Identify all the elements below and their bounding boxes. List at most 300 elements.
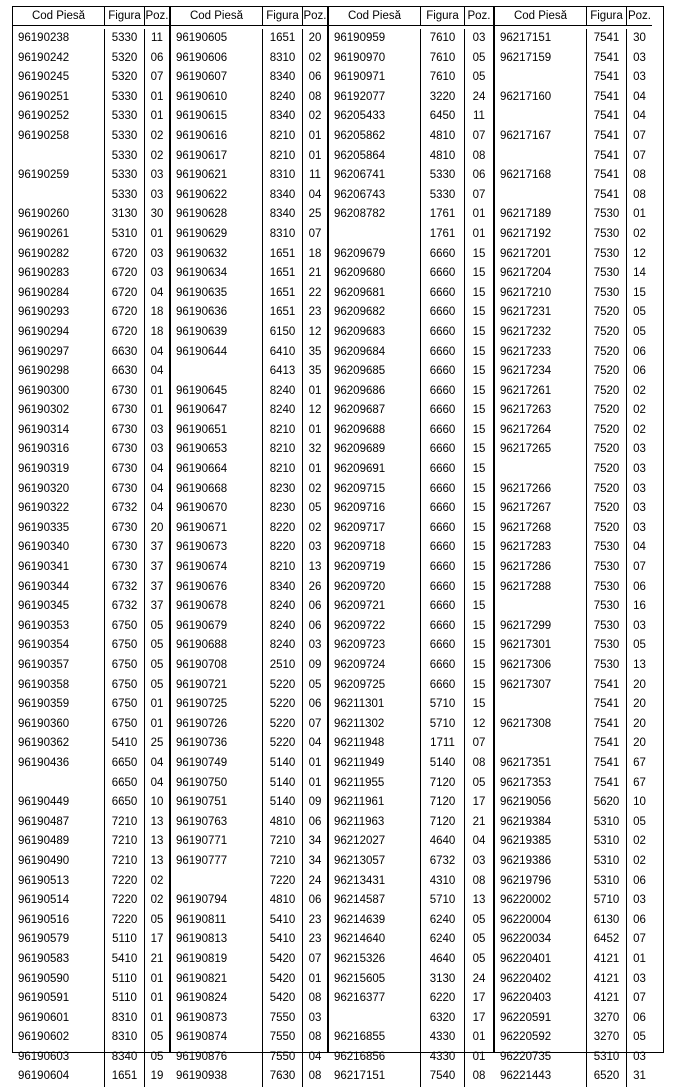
part-code-cell: 96217189: [495, 205, 587, 225]
figure-cell: 1651: [263, 29, 303, 49]
figure-cell: 8340: [263, 578, 303, 598]
table-row: [13, 1028, 169, 1048]
part-code-cell: 96190603: [13, 1048, 105, 1068]
figure-cell: 5410: [105, 950, 145, 970]
table-row: [13, 950, 169, 970]
table-row: [13, 186, 169, 206]
table-row: [171, 617, 327, 637]
part-code-cell: 96190678: [171, 597, 263, 617]
part-code-cell: 96190242: [13, 49, 105, 69]
table-row: [171, 245, 327, 265]
part-code-cell: 96220403: [495, 989, 587, 1009]
table-row: [171, 989, 327, 1009]
table-row: [329, 656, 493, 676]
position-cell: 17: [472, 1011, 486, 1024]
position-cell: 15: [472, 463, 486, 476]
part-code-cell: 96190335: [13, 519, 105, 539]
part-code-cell: 96217308: [495, 715, 587, 735]
part-code-cell: 96214639: [329, 911, 421, 931]
figure-cell: 5220: [263, 676, 303, 696]
part-code-cell: [495, 147, 587, 167]
part-code-cell: 96211963: [329, 813, 421, 833]
table-row: [329, 186, 493, 206]
figure-cell: 6732: [105, 499, 145, 519]
table-row: [329, 343, 493, 363]
part-code-cell: 96190674: [171, 558, 263, 578]
figure-cell: 5310: [587, 832, 627, 852]
position-cell: 06: [633, 913, 646, 926]
table-row: [171, 284, 327, 304]
table-row: [329, 832, 493, 852]
table-row: [495, 852, 652, 872]
figure-cell: 5620: [587, 793, 627, 813]
table-row: [13, 656, 169, 676]
figure-cell: 5330: [105, 88, 145, 108]
figure-cell: 6660: [421, 538, 465, 558]
figure-cell: 6720: [105, 245, 145, 265]
position-cell: 06: [633, 580, 646, 593]
position-cell: 01: [633, 952, 646, 965]
part-code-cell: 96220591: [495, 1009, 587, 1029]
position-cell: 04: [308, 737, 322, 750]
position-cell: 15: [472, 561, 486, 574]
position-cell: 15: [472, 541, 486, 554]
part-code-cell: 96211302: [329, 715, 421, 735]
figure-cell: 4121: [587, 970, 627, 990]
table-row: [495, 127, 652, 147]
part-code-cell: 96209719: [329, 558, 421, 578]
table-row: [329, 480, 493, 500]
table-row: [13, 538, 169, 558]
figure-cell: 4121: [587, 989, 627, 1009]
position-cell: 01: [150, 972, 164, 985]
figure-cell: 6660: [421, 636, 465, 656]
part-code-cell: 96190591: [13, 989, 105, 1009]
table-row: [495, 970, 652, 990]
position-cell: 21: [472, 815, 486, 828]
figure-cell: 5330: [105, 127, 145, 147]
position-cell: 01: [308, 384, 322, 397]
figure-cell: 6732: [105, 578, 145, 598]
figure-cell: 6720: [105, 264, 145, 284]
table-row: [171, 1067, 327, 1087]
position-cell: 04: [633, 90, 646, 103]
part-code-cell: 96217307: [495, 676, 587, 696]
figure-cell: 6660: [421, 499, 465, 519]
figure-cell: 5220: [263, 734, 303, 754]
part-code-cell: 96205864: [329, 147, 421, 167]
table-row: [13, 970, 169, 990]
table-row: [13, 734, 169, 754]
position-cell: 01: [308, 972, 322, 985]
part-code-cell: 96190261: [13, 225, 105, 245]
position-cell: 01: [150, 384, 164, 397]
part-code-cell: [495, 107, 587, 127]
position-cell: 15: [472, 404, 486, 417]
figure-cell: 6730: [105, 538, 145, 558]
figure-cell: 6660: [421, 480, 465, 500]
figure-cell: 5320: [105, 49, 145, 69]
table-row: [171, 382, 327, 402]
position-cell: 67: [633, 756, 646, 769]
figure-cell: 8340: [263, 68, 303, 88]
figure-cell: 6660: [421, 421, 465, 441]
position-cell: 23: [308, 933, 322, 946]
figure-cell: 6660: [421, 578, 465, 598]
table-row: [329, 362, 493, 382]
part-code-cell: 96217299: [495, 617, 587, 637]
table-row: [13, 401, 169, 421]
position-cell: 08: [472, 874, 486, 887]
part-code-cell: 96190874: [171, 1028, 263, 1048]
table-row: [329, 695, 493, 715]
column-header-figure: Figura: [263, 7, 303, 25]
position-cell: 05: [472, 913, 486, 926]
part-code-cell: 96190750: [171, 774, 263, 794]
part-code-cell: 96217306: [495, 656, 587, 676]
position-cell: 06: [308, 894, 322, 907]
table-row: [13, 29, 169, 49]
position-cell: 35: [308, 365, 322, 378]
column-header-position: Poz.: [145, 10, 169, 22]
figure-cell: 6732: [421, 852, 465, 872]
table-row: [13, 793, 169, 813]
part-code-cell: 96190644: [171, 343, 263, 363]
table-row: [495, 734, 652, 754]
part-code-cell: [495, 68, 587, 88]
figure-cell: 5140: [263, 754, 303, 774]
part-code-cell: 96190490: [13, 852, 105, 872]
figure-cell: 5110: [105, 970, 145, 990]
position-cell: 04: [472, 835, 486, 848]
table-row: [329, 1009, 493, 1029]
figure-cell: 8210: [263, 440, 303, 460]
figure-cell: 7220: [105, 911, 145, 931]
part-code-cell: 96190293: [13, 303, 105, 323]
position-cell: 01: [308, 463, 322, 476]
position-cell: 19: [150, 1070, 164, 1083]
figure-cell: 6630: [105, 343, 145, 363]
part-code-cell: 96190647: [171, 401, 263, 421]
table-row: [171, 480, 327, 500]
position-cell: 07: [633, 149, 646, 162]
table-row: [329, 911, 493, 931]
table-row: [495, 440, 652, 460]
position-cell: 05: [150, 659, 164, 671]
part-code-cell: 96190622: [171, 186, 263, 206]
figure-cell: 5420: [263, 950, 303, 970]
figure-cell: 8210: [263, 460, 303, 480]
figure-cell: 6730: [105, 460, 145, 480]
part-code-cell: 96209688: [329, 421, 421, 441]
figure-cell: 4810: [421, 147, 465, 167]
position-cell: 05: [472, 952, 486, 965]
position-cell: 01: [472, 1031, 486, 1044]
position-cell: 05: [150, 678, 164, 691]
table-row: [171, 225, 327, 245]
table-row: [495, 950, 652, 970]
table-row: [495, 68, 652, 88]
part-code-cell: 96190794: [171, 891, 263, 911]
figure-cell: 5410: [263, 911, 303, 931]
figure-cell: 5320: [105, 68, 145, 88]
part-code-cell: 96217288: [495, 578, 587, 598]
figure-cell: 7520: [587, 440, 627, 460]
position-cell: 02: [633, 384, 646, 397]
part-code-cell: 96190970: [329, 49, 421, 69]
table-row: [171, 832, 327, 852]
figure-cell: 6410: [263, 343, 303, 363]
table-row: [171, 264, 327, 284]
part-code-cell: 96190876: [171, 1048, 263, 1068]
position-cell: 25: [308, 208, 322, 221]
part-code-cell: 96217353: [495, 774, 587, 794]
table-row: [171, 538, 327, 558]
part-code-cell: 96209683: [329, 323, 421, 343]
table-row: [495, 715, 652, 735]
figure-cell: 8340: [105, 1048, 145, 1068]
table-row: [495, 343, 652, 363]
figure-cell: 7520: [587, 460, 627, 480]
position-cell: 08: [472, 1070, 486, 1083]
table-row: [13, 127, 169, 147]
figure-cell: 6660: [421, 558, 465, 578]
position-cell: 22: [308, 286, 322, 299]
part-code-cell: 96190645: [171, 382, 263, 402]
figure-cell: 7530: [587, 617, 627, 637]
part-code-cell: 96190320: [13, 480, 105, 500]
figure-cell: 6750: [105, 617, 145, 637]
figure-cell: 5140: [263, 774, 303, 794]
position-cell: 17: [150, 933, 164, 946]
table-row: [495, 107, 652, 127]
rows-container: [13, 26, 169, 1087]
part-code-cell: 96190670: [171, 499, 263, 519]
table-row: [495, 382, 652, 402]
position-cell: 04: [150, 502, 164, 515]
table-row: [13, 1009, 169, 1029]
position-cell: 04: [150, 365, 164, 378]
position-cell: 01: [308, 423, 322, 436]
figure-cell: 7550: [263, 1048, 303, 1068]
part-code-cell: 96190725: [171, 695, 263, 715]
position-cell: 13: [150, 854, 164, 867]
part-code-cell: 96190605: [171, 29, 263, 49]
part-code-cell: 96190579: [13, 930, 105, 950]
position-cell: 05: [150, 1050, 164, 1063]
part-code-cell: 96190294: [13, 323, 105, 343]
part-code-cell: 96213431: [329, 872, 421, 892]
table-row: [329, 1028, 493, 1048]
figure-cell: 6720: [105, 303, 145, 323]
part-code-cell: 96190360: [13, 715, 105, 735]
table-row: [13, 676, 169, 696]
part-code-cell: 96209722: [329, 617, 421, 637]
position-cell: 07: [472, 737, 486, 750]
part-code-cell: 96217301: [495, 636, 587, 656]
part-code-cell: 96217151: [329, 1067, 421, 1087]
position-cell: 03: [150, 247, 164, 260]
part-code-cell: 96190345: [13, 597, 105, 617]
figure-cell: 5330: [421, 186, 465, 206]
figure-cell: 7530: [587, 558, 627, 578]
figure-cell: 5220: [263, 715, 303, 735]
table-row: [171, 29, 327, 49]
position-cell: 03: [472, 854, 486, 867]
position-cell: 07: [472, 129, 486, 142]
part-code-cell: 96190771: [171, 832, 263, 852]
part-code-cell: 96190602: [13, 1028, 105, 1048]
figure-cell: 8340: [263, 107, 303, 127]
position-cell: 05: [633, 815, 646, 828]
figure-cell: 5110: [105, 930, 145, 950]
figure-cell: 8240: [263, 401, 303, 421]
part-code-cell: [329, 225, 421, 245]
position-cell: 02: [150, 894, 164, 907]
position-cell: 05: [150, 619, 164, 632]
position-cell: 04: [633, 541, 646, 554]
part-code-cell: 96190636: [171, 303, 263, 323]
part-code-cell: 96190811: [171, 911, 263, 931]
table-row: [329, 440, 493, 460]
table-row: [495, 656, 652, 676]
position-cell: 01: [308, 129, 322, 142]
part-code-cell: 96209685: [329, 362, 421, 382]
figure-cell: 7530: [587, 264, 627, 284]
position-cell: 13: [633, 659, 646, 671]
position-cell: 15: [472, 521, 486, 534]
part-code-cell: 96206741: [329, 166, 421, 186]
table-row: [495, 323, 652, 343]
part-code-cell: 96209682: [329, 303, 421, 323]
table-row: [329, 636, 493, 656]
part-code-cell: 96205862: [329, 127, 421, 147]
figure-cell: 7541: [587, 186, 627, 206]
part-code-cell: 96190359: [13, 695, 105, 715]
part-code-cell: 96190749: [171, 754, 263, 774]
part-code-cell: 96190284: [13, 284, 105, 304]
position-cell: 01: [150, 110, 164, 123]
figure-cell: 5310: [587, 872, 627, 892]
table-row: [329, 597, 493, 617]
table-row: [13, 813, 169, 833]
figure-cell: 6452: [587, 930, 627, 950]
column-header-code: Cod Piesă: [329, 7, 421, 25]
table-row: [171, 362, 327, 382]
table-row: [13, 499, 169, 519]
figure-cell: 8210: [263, 147, 303, 167]
figure-cell: 5330: [105, 166, 145, 186]
position-cell: 01: [150, 717, 164, 730]
figure-cell: 7210: [105, 813, 145, 833]
part-code-cell: 96217266: [495, 480, 587, 500]
part-code-cell: 96190353: [13, 617, 105, 637]
part-code-cell: 96217286: [495, 558, 587, 578]
column-header-position: Poz.: [627, 10, 651, 22]
table-row: [329, 147, 493, 167]
table-row: [13, 480, 169, 500]
position-cell: 03: [150, 267, 164, 280]
figure-cell: 7550: [263, 1009, 303, 1029]
part-code-cell: [13, 186, 105, 206]
figure-cell: 7520: [587, 401, 627, 421]
part-code-cell: 96190449: [13, 793, 105, 813]
position-cell: 10: [150, 796, 164, 809]
position-cell: 34: [308, 854, 322, 867]
figure-cell: 7541: [587, 107, 627, 127]
part-code-cell: 96190516: [13, 911, 105, 931]
part-code-cell: 96209687: [329, 401, 421, 421]
position-cell: 03: [633, 463, 646, 476]
figure-cell: 5330: [421, 166, 465, 186]
figure-cell: 6660: [421, 343, 465, 363]
table-row: [171, 578, 327, 598]
part-code-cell: 96190610: [171, 88, 263, 108]
part-code-cell: 96190487: [13, 813, 105, 833]
part-code-cell: 96190298: [13, 362, 105, 382]
position-cell: 08: [633, 188, 646, 201]
figure-cell: 6630: [105, 362, 145, 382]
part-code-cell: 96211301: [329, 695, 421, 715]
part-code-cell: 96209680: [329, 264, 421, 284]
part-code-cell: 96219056: [495, 793, 587, 813]
position-cell: 05: [308, 678, 322, 691]
position-cell: 20: [150, 521, 164, 534]
position-cell: 08: [472, 149, 486, 162]
figure-cell: 1651: [105, 1067, 145, 1087]
figure-cell: 5710: [587, 891, 627, 911]
table-row: [13, 264, 169, 284]
figure-cell: 8230: [263, 480, 303, 500]
position-cell: 02: [150, 149, 164, 162]
part-code-cell: 96190251: [13, 88, 105, 108]
table-row: [329, 617, 493, 637]
table-row: [495, 1009, 652, 1029]
column-header-figure: Figura: [587, 7, 627, 25]
position-cell: 17: [472, 992, 486, 1005]
part-code-cell: 96221443: [495, 1067, 587, 1087]
figure-cell: 7541: [587, 147, 627, 167]
position-cell: 20: [633, 737, 646, 750]
table-row: [329, 284, 493, 304]
position-cell: 03: [308, 639, 322, 652]
position-cell: 06: [472, 169, 486, 182]
table-row: [495, 1067, 652, 1087]
figure-cell: 5330: [105, 107, 145, 127]
part-code-cell: 96190260: [13, 205, 105, 225]
part-code-cell: 96190252: [13, 107, 105, 127]
part-code-cell: 96190824: [171, 989, 263, 1009]
table-row: [495, 88, 652, 108]
figure-cell: 7520: [587, 303, 627, 323]
figure-cell: 7520: [587, 480, 627, 500]
part-code-cell: 96190736: [171, 734, 263, 754]
table-row: [495, 813, 652, 833]
part-code-cell: 96190302: [13, 401, 105, 421]
part-code-cell: 96190634: [171, 264, 263, 284]
part-code-cell: 96190245: [13, 68, 105, 88]
figure-cell: 6730: [105, 382, 145, 402]
part-code-cell: 96219796: [495, 872, 587, 892]
figure-cell: 7610: [421, 49, 465, 69]
position-cell: 20: [308, 32, 322, 44]
table-row: [495, 676, 652, 696]
position-cell: 15: [472, 639, 486, 652]
position-cell: 06: [633, 874, 646, 887]
figure-cell: 5220: [263, 695, 303, 715]
table-row: [13, 107, 169, 127]
part-code-cell: [171, 362, 263, 382]
